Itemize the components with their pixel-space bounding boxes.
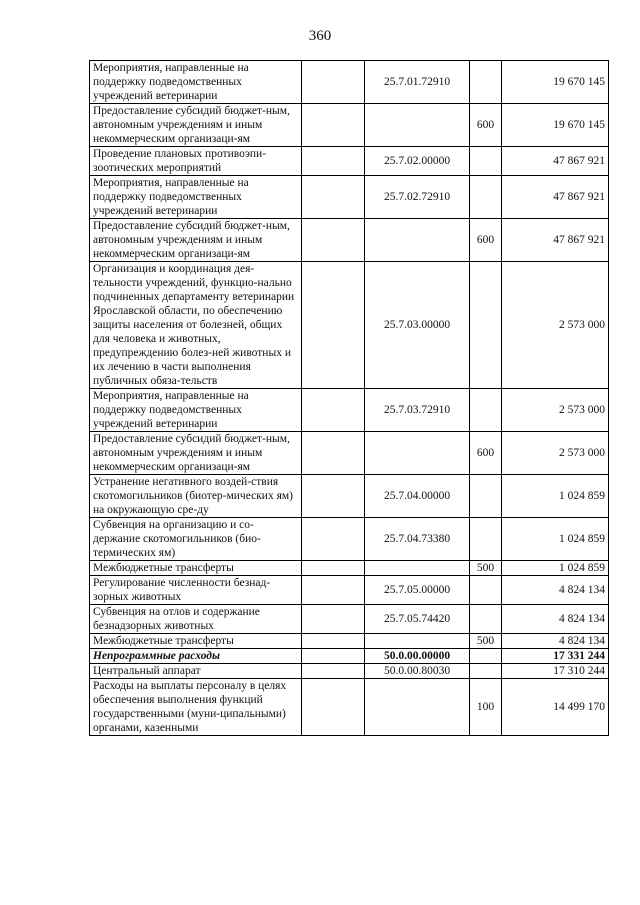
target-code: 25.7.05.74420 bbox=[365, 605, 470, 634]
expense-name: Субвенция на организацию и со-держание скотомогильников (био-термических ям) bbox=[90, 518, 302, 561]
expense-type: 100 bbox=[470, 679, 502, 736]
table-row-total bbox=[90, 649, 609, 664]
target-code bbox=[365, 432, 470, 475]
amount: 1 024 859 bbox=[502, 561, 609, 576]
amount: 17 331 244 bbox=[502, 649, 609, 664]
budget-table-body bbox=[90, 61, 609, 736]
empty-cell bbox=[302, 576, 365, 605]
target-code: 50.0.00.00000 bbox=[365, 649, 470, 664]
expense-name: Непрограммные расходы bbox=[90, 649, 302, 664]
target-code: 25.7.04.73380 bbox=[365, 518, 470, 561]
target-code bbox=[365, 634, 470, 649]
table-row bbox=[90, 61, 609, 104]
table-row bbox=[90, 432, 609, 475]
target-code: 25.7.05.00000 bbox=[365, 576, 470, 605]
amount: 47 867 921 bbox=[502, 176, 609, 219]
table-row bbox=[90, 561, 609, 576]
expense-type: 600 bbox=[470, 219, 502, 262]
expense-type: 500 bbox=[470, 561, 502, 576]
table-row bbox=[90, 679, 609, 736]
expense-type bbox=[470, 649, 502, 664]
table-row bbox=[90, 634, 609, 649]
expense-name: Проведение плановых противоэпи-зоотических мероприятий bbox=[90, 147, 302, 176]
empty-cell bbox=[302, 147, 365, 176]
empty-cell bbox=[302, 518, 365, 561]
amount: 4 824 134 bbox=[502, 605, 609, 634]
table-row bbox=[90, 605, 609, 634]
expense-name: Субвенция на отлов и содержание безнадзорных животных bbox=[90, 605, 302, 634]
table-row bbox=[90, 262, 609, 389]
empty-cell bbox=[302, 176, 365, 219]
table-row bbox=[90, 389, 609, 432]
target-code bbox=[365, 561, 470, 576]
expense-name: Межбюджетные трансферты bbox=[90, 634, 302, 649]
expense-type bbox=[470, 61, 502, 104]
empty-cell bbox=[302, 634, 365, 649]
expense-type bbox=[470, 605, 502, 634]
empty-cell bbox=[302, 432, 365, 475]
expense-type bbox=[470, 475, 502, 518]
table-row bbox=[90, 104, 609, 147]
amount: 2 573 000 bbox=[502, 389, 609, 432]
budget-table bbox=[89, 60, 609, 736]
expense-name: Организация и координация дея-тельности учреждений, функцио-нально подчиненных департаменту ветеринарии Ярославской области, по обеспечению защиты населения от болезней, общих для человека и животных, предупреждению болез-ней животных и их лечению в части выполнения публичных обяза-тельств bbox=[90, 262, 302, 389]
amount: 14 499 170 bbox=[502, 679, 609, 736]
amount: 47 867 921 bbox=[502, 219, 609, 262]
empty-cell bbox=[302, 679, 365, 736]
expense-type bbox=[470, 389, 502, 432]
expense-name: Центральный аппарат bbox=[90, 664, 302, 679]
expense-name: Предоставление субсидий бюджет-ным, автономным учреждениям и иным некоммерческим организаци-ям bbox=[90, 104, 302, 147]
amount: 4 824 134 bbox=[502, 576, 609, 605]
table-row bbox=[90, 664, 609, 679]
expense-type bbox=[470, 147, 502, 176]
expense-type: 600 bbox=[470, 432, 502, 475]
amount: 2 573 000 bbox=[502, 262, 609, 389]
amount: 17 310 244 bbox=[502, 664, 609, 679]
table-row bbox=[90, 576, 609, 605]
table-row bbox=[90, 176, 609, 219]
expense-name: Предоставление субсидий бюджет-ным, автономным учреждениям и иным некоммерческим организаци-ям bbox=[90, 432, 302, 475]
empty-cell bbox=[302, 104, 365, 147]
target-code: 25.7.04.00000 bbox=[365, 475, 470, 518]
empty-cell bbox=[302, 649, 365, 664]
expense-name: Мероприятия, направленные на поддержку подведомственных учреждений ветеринарии bbox=[90, 389, 302, 432]
empty-cell bbox=[302, 561, 365, 576]
amount: 47 867 921 bbox=[502, 147, 609, 176]
amount: 4 824 134 bbox=[502, 634, 609, 649]
target-code bbox=[365, 219, 470, 262]
table-row bbox=[90, 219, 609, 262]
expense-type: 600 bbox=[470, 104, 502, 147]
expense-type bbox=[470, 518, 502, 561]
target-code: 25.7.03.00000 bbox=[365, 262, 470, 389]
target-code: 25.7.02.72910 bbox=[365, 176, 470, 219]
empty-cell bbox=[302, 262, 365, 389]
expense-name: Мероприятия, направленные на поддержку подведомственных учреждений ветеринарии bbox=[90, 176, 302, 219]
empty-cell bbox=[302, 61, 365, 104]
table-row bbox=[90, 518, 609, 561]
target-code bbox=[365, 104, 470, 147]
expense-name: Межбюджетные трансферты bbox=[90, 561, 302, 576]
expense-type bbox=[470, 664, 502, 679]
empty-cell bbox=[302, 389, 365, 432]
table-row bbox=[90, 475, 609, 518]
target-code: 25.7.02.00000 bbox=[365, 147, 470, 176]
empty-cell bbox=[302, 475, 365, 518]
amount: 19 670 145 bbox=[502, 104, 609, 147]
amount: 1 024 859 bbox=[502, 518, 609, 561]
table-row bbox=[90, 147, 609, 176]
expense-type bbox=[470, 176, 502, 219]
expense-name: Расходы на выплаты персоналу в целях обеспечения выполнения функций государственными (муни-ципальными) органами, казенными bbox=[90, 679, 302, 736]
expense-name: Устранение негативного воздей-ствия скотомогильников (биотер-мических ям) на окружающую сре-ду bbox=[90, 475, 302, 518]
page-number: 360 bbox=[308, 28, 332, 44]
expense-name: Мероприятия, направленные на поддержку подведомственных учреждений ветеринарии bbox=[90, 61, 302, 104]
expense-name: Регулирование численности безнад-зорных животных bbox=[90, 576, 302, 605]
amount: 19 670 145 bbox=[502, 61, 609, 104]
expense-type bbox=[470, 576, 502, 605]
target-code: 25.7.01.72910 bbox=[365, 61, 470, 104]
empty-cell bbox=[302, 219, 365, 262]
expense-type bbox=[470, 262, 502, 389]
empty-cell bbox=[302, 664, 365, 679]
target-code: 50.0.00.80030 bbox=[365, 664, 470, 679]
amount: 2 573 000 bbox=[502, 432, 609, 475]
expense-type: 500 bbox=[470, 634, 502, 649]
amount: 1 024 859 bbox=[502, 475, 609, 518]
target-code: 25.7.03.72910 bbox=[365, 389, 470, 432]
empty-cell bbox=[302, 605, 365, 634]
target-code bbox=[365, 679, 470, 736]
expense-name: Предоставление субсидий бюджет-ным, автономным учреждениям и иным некоммерческим организаци-ям bbox=[90, 219, 302, 262]
